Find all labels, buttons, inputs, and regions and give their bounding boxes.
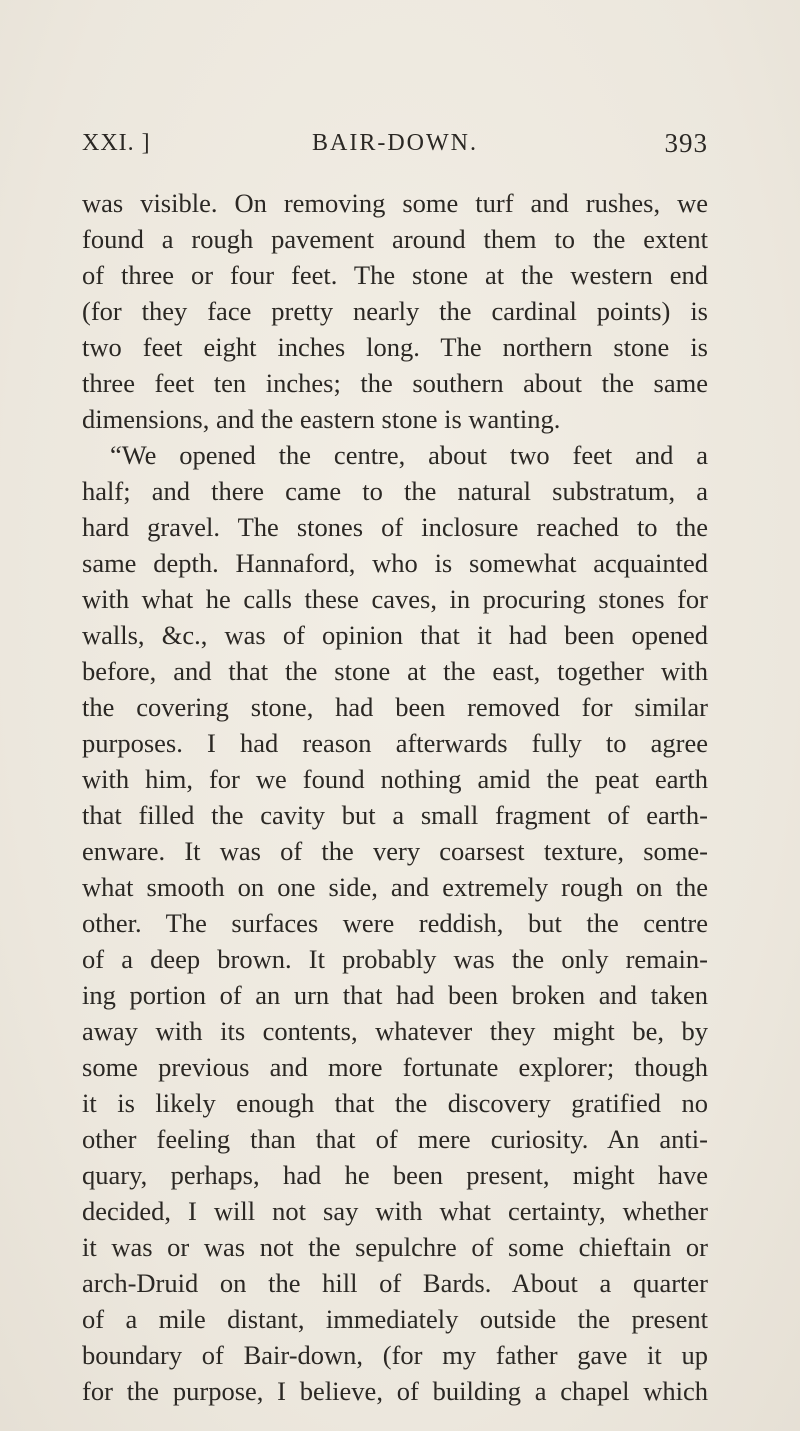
- text-line: (for they face pretty nearly the cardinal points) is: [82, 296, 708, 326]
- text-line: ing portion of an urn that had been broken and taken: [82, 980, 708, 1010]
- text-line: same depth. Hannaford, who is somewhat acquainted: [82, 548, 708, 578]
- text-line: boundary of Bair-down, (for my father gave it up: [82, 1340, 708, 1370]
- text-line: dimensions, and the eastern stone is wanting.: [82, 404, 561, 434]
- text-line: before, and that the stone at the east, together with: [82, 656, 708, 686]
- chapter-number: XXI. ]: [82, 130, 151, 156]
- text-line: three feet ten inches; the southern about the same: [82, 368, 708, 398]
- text-line: was visible. On removing some turf and rushes, we: [82, 188, 708, 218]
- page-number: 393: [664, 128, 708, 158]
- text-line: away with its contents, whatever they might be, by: [82, 1016, 708, 1046]
- body-text: [82, 185, 708, 1409]
- text-line: what smooth on one side, and extremely rough on the: [82, 872, 708, 902]
- text-line: with him, for we found nothing amid the peat earth: [82, 764, 708, 794]
- text-line: of a deep brown. It probably was the only remain-: [82, 944, 708, 974]
- text-line: decided, I will not say with what certainty, whether: [82, 1196, 708, 1226]
- text-line: some previous and more fortunate explorer; though: [82, 1052, 708, 1082]
- text-line: that filled the cavity but a small fragment of earth-: [82, 800, 708, 830]
- text-line: two feet eight inches long. The northern stone is: [82, 332, 708, 362]
- page-title: BAIR-DOWN.: [312, 130, 478, 156]
- text-line: found a rough pavement around them to the extent: [82, 224, 708, 254]
- running-head: [82, 120, 708, 160]
- text-line: other feeling than that of mere curiosity. An anti-: [82, 1124, 708, 1154]
- text-line: the covering stone, had been removed for similar: [82, 692, 708, 722]
- text-line: arch-Druid on the hill of Bards. About a quarter: [82, 1268, 708, 1298]
- text-line: walls, &c., was of opinion that it had been opened: [82, 620, 708, 650]
- text-line: it was or was not the sepulchre of some chieftain or: [82, 1232, 708, 1262]
- text-line: other. The surfaces were reddish, but the centre: [82, 908, 708, 938]
- text-line: hard gravel. The stones of inclosure reached to the: [82, 512, 708, 542]
- text-line: of three or four feet. The stone at the western end: [82, 260, 708, 290]
- text-line: enware. It was of the very coarsest texture, some-: [82, 836, 708, 866]
- text-line: of a mile distant, immediately outside the present: [82, 1304, 708, 1334]
- text-line: it is likely enough that the discovery gratified no: [82, 1088, 708, 1118]
- text-line: quary, perhaps, had he been present, might have: [82, 1160, 708, 1190]
- text-line: with what he calls these caves, in procuring stones for: [82, 584, 708, 614]
- text-line: half; and there came to the natural substratum, a: [82, 476, 708, 506]
- text-line: “We opened the centre, about two feet and a: [110, 440, 708, 470]
- text-line: purposes. I had reason afterwards fully to agree: [82, 728, 708, 758]
- text-line: for the purpose, I believe, of building a chapel which: [82, 1376, 708, 1406]
